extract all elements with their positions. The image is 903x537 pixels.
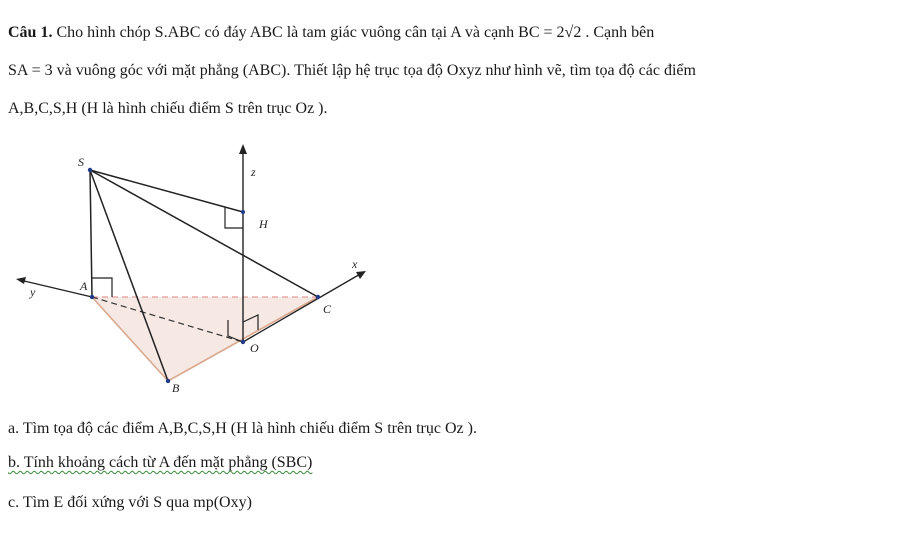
problem-title: Câu 1. xyxy=(8,24,53,41)
point-O xyxy=(241,340,245,344)
edge-SC xyxy=(90,170,318,297)
problem-line-2: SA = 3 và vuông góc với mặt phẳng (ABC). Thiết lập hệ trục tọa độ Oxyz như hình vẽ, tìm tọa độ các điểm xyxy=(8,62,696,79)
question-b: b. Tính khoảng cách từ A đến mặt phẳng (SBC) xyxy=(8,454,313,471)
point-A xyxy=(90,295,94,299)
base-triangle-fill xyxy=(92,297,318,381)
y-axis-arrow xyxy=(16,277,26,284)
label-H: H xyxy=(259,217,268,231)
label-y: y xyxy=(30,285,36,299)
label-O: O xyxy=(250,341,259,355)
problem-line-3: A,B,C,S,H (H là hình chiếu điểm S trên trục Oz ). xyxy=(8,100,328,117)
point-S xyxy=(88,168,92,172)
edge-SA xyxy=(90,170,92,297)
z-axis-arrow xyxy=(239,144,247,154)
label-S: S xyxy=(78,155,84,169)
question-a: a. Tìm tọa độ các điểm A,B,C,S,H (H là hình chiếu điểm S trên trục Oz ). xyxy=(8,420,477,437)
point-C xyxy=(316,295,320,299)
right-angle-A xyxy=(92,278,112,297)
label-B: B xyxy=(172,381,180,395)
label-x: x xyxy=(352,257,358,271)
question-c: c. Tìm E đối xứng với S qua mp(Oxy) xyxy=(8,494,252,511)
point-B xyxy=(166,379,170,383)
point-H xyxy=(241,210,245,214)
edge-SB xyxy=(90,170,168,381)
label-z: z xyxy=(251,165,256,179)
problem-text-1: Cho hình chóp S.ABC có đáy ABC là tam giác vuông cân tại A và cạnh BC = 2√2 . Cạnh bên xyxy=(56,24,655,41)
segment-SH xyxy=(90,170,243,212)
label-C: C xyxy=(323,302,332,316)
label-A: A xyxy=(80,279,88,293)
